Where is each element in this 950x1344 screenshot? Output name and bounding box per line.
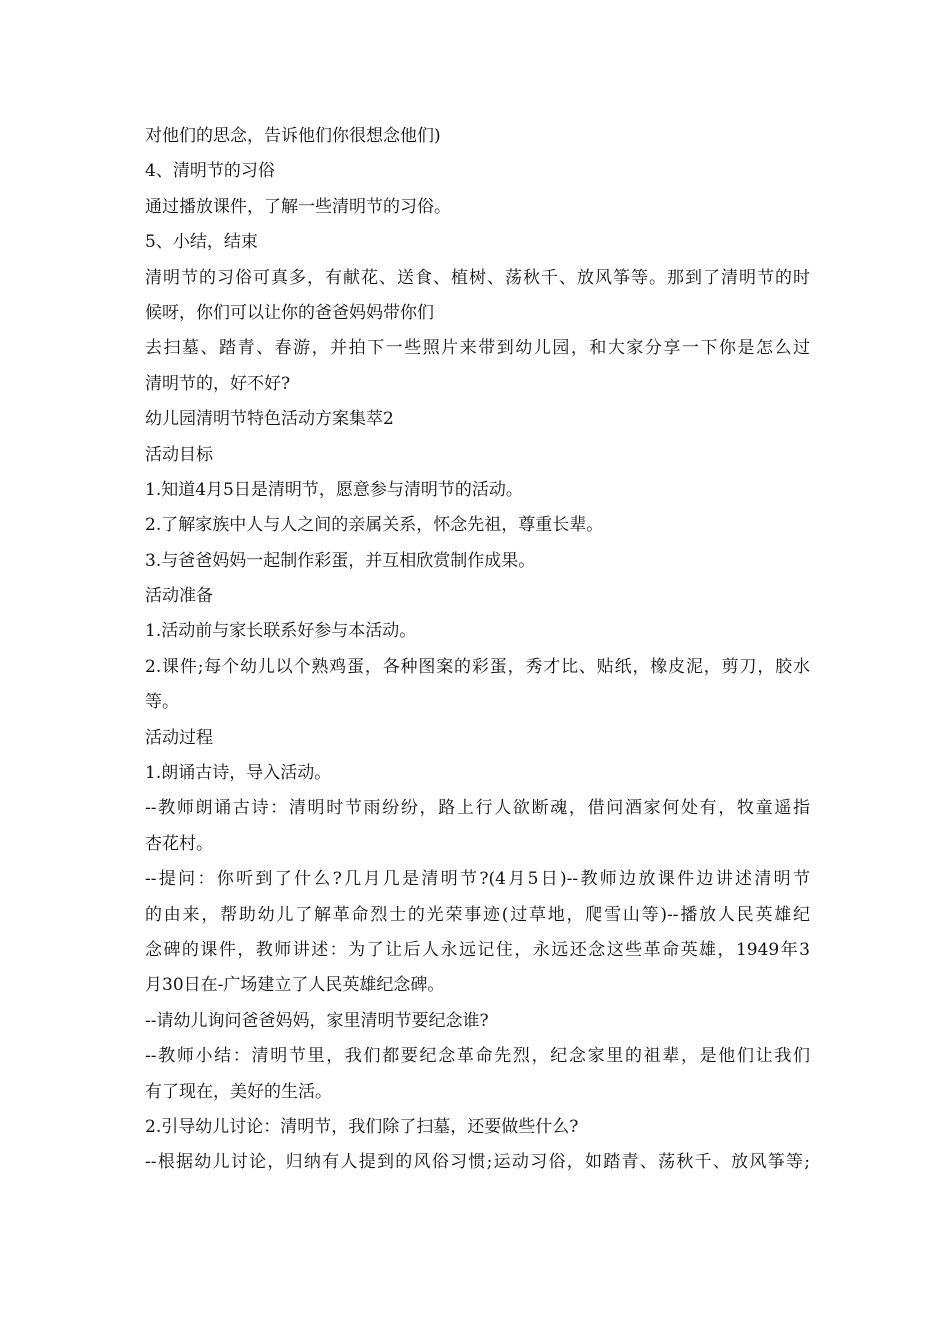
text-line: 2.了解家族中人与人之间的亲属关系，怀念先祖，尊重长辈。 xyxy=(145,515,604,536)
text-line: 候呀，你们可以让你的爸爸妈妈带你们 xyxy=(145,302,434,323)
text-line: 月30日在-广场建立了人民英雄纪念碑。 xyxy=(145,975,445,996)
text-line: 念碑的课件，教师讲述：为了让后人永远记住，永远还念这些革命英雄，1949年3 xyxy=(145,939,810,960)
text-line: 的由来，帮助幼儿了解革命烈士的光荣事迹(过草地，爬雪山等)--播放人民英雄纪 xyxy=(145,904,810,925)
text-line: 通过播放课件，了解一些清明节的习俗。 xyxy=(145,196,451,217)
text-line: 杏花村。 xyxy=(145,833,213,854)
document-body xyxy=(145,119,810,1181)
text-line: 清明节的，好不好? xyxy=(145,373,291,394)
text-line: --根据幼儿讨论，归纳有人提到的风俗习惯;运动习俗，如踏青、荡秋千、放风筝等; xyxy=(145,1152,810,1173)
text-line: 5、小结，结束 xyxy=(145,232,258,253)
text-line: 清明节的习俗可真多，有献花、送食、植树、荡秋千、放风筝等。那到了清明节的时 xyxy=(145,267,810,288)
text-line: 活动目标 xyxy=(145,444,213,465)
text-line: 4、清明节的习俗 xyxy=(145,161,275,182)
text-line: 对他们的思念，告诉他们你很想念他们) xyxy=(145,126,441,146)
text-line: --请幼儿询问爸爸妈妈，家里清明节要纪念谁? xyxy=(145,1010,489,1031)
text-line: 1.朗诵古诗，导入活动。 xyxy=(145,763,332,784)
text-line: 1.活动前与家长联系好参与本活动。 xyxy=(145,621,417,642)
text-line: --提问：你听到了什么?几月几是清明节?(4月5日)--教师边放课件边讲述清明节 xyxy=(145,869,810,890)
text-line: --教师朗诵古诗：清明时节雨纷纷，路上行人欲断魂，借问酒家何处有，牧童遥指 xyxy=(145,798,810,819)
text-line: 等。 xyxy=(145,692,179,713)
text-line: 活动过程 xyxy=(145,727,213,748)
text-line: --教师小结：清明节里，我们都要纪念革命先烈，纪念家里的祖辈，是他们让我们 xyxy=(145,1046,810,1067)
text-line: 活动准备 xyxy=(145,586,213,607)
text-line: 3.与爸爸妈妈一起制作彩蛋，并互相欣赏制作成果。 xyxy=(145,550,536,571)
text-line: 幼儿园清明节特色活动方案集萃2 xyxy=(145,409,394,430)
text-line: 有了现在，美好的生活。 xyxy=(145,1081,332,1102)
text-line: 1.知道4月5日是清明节，愿意参与清明节的活动。 xyxy=(145,479,523,500)
text-line: 2.课件;每个幼儿以个熟鸡蛋，各种图案的彩蛋，秀才比、贴纸，橡皮泥，剪刀，胶水 xyxy=(145,656,810,677)
text-line: 2.引导幼儿讨论：清明节，我们除了扫墓，还要做些什么? xyxy=(145,1116,579,1137)
text-line: 去扫墓、踏青、春游，并拍下一些照片来带到幼儿园，和大家分享一下你是怎么过 xyxy=(145,338,810,359)
